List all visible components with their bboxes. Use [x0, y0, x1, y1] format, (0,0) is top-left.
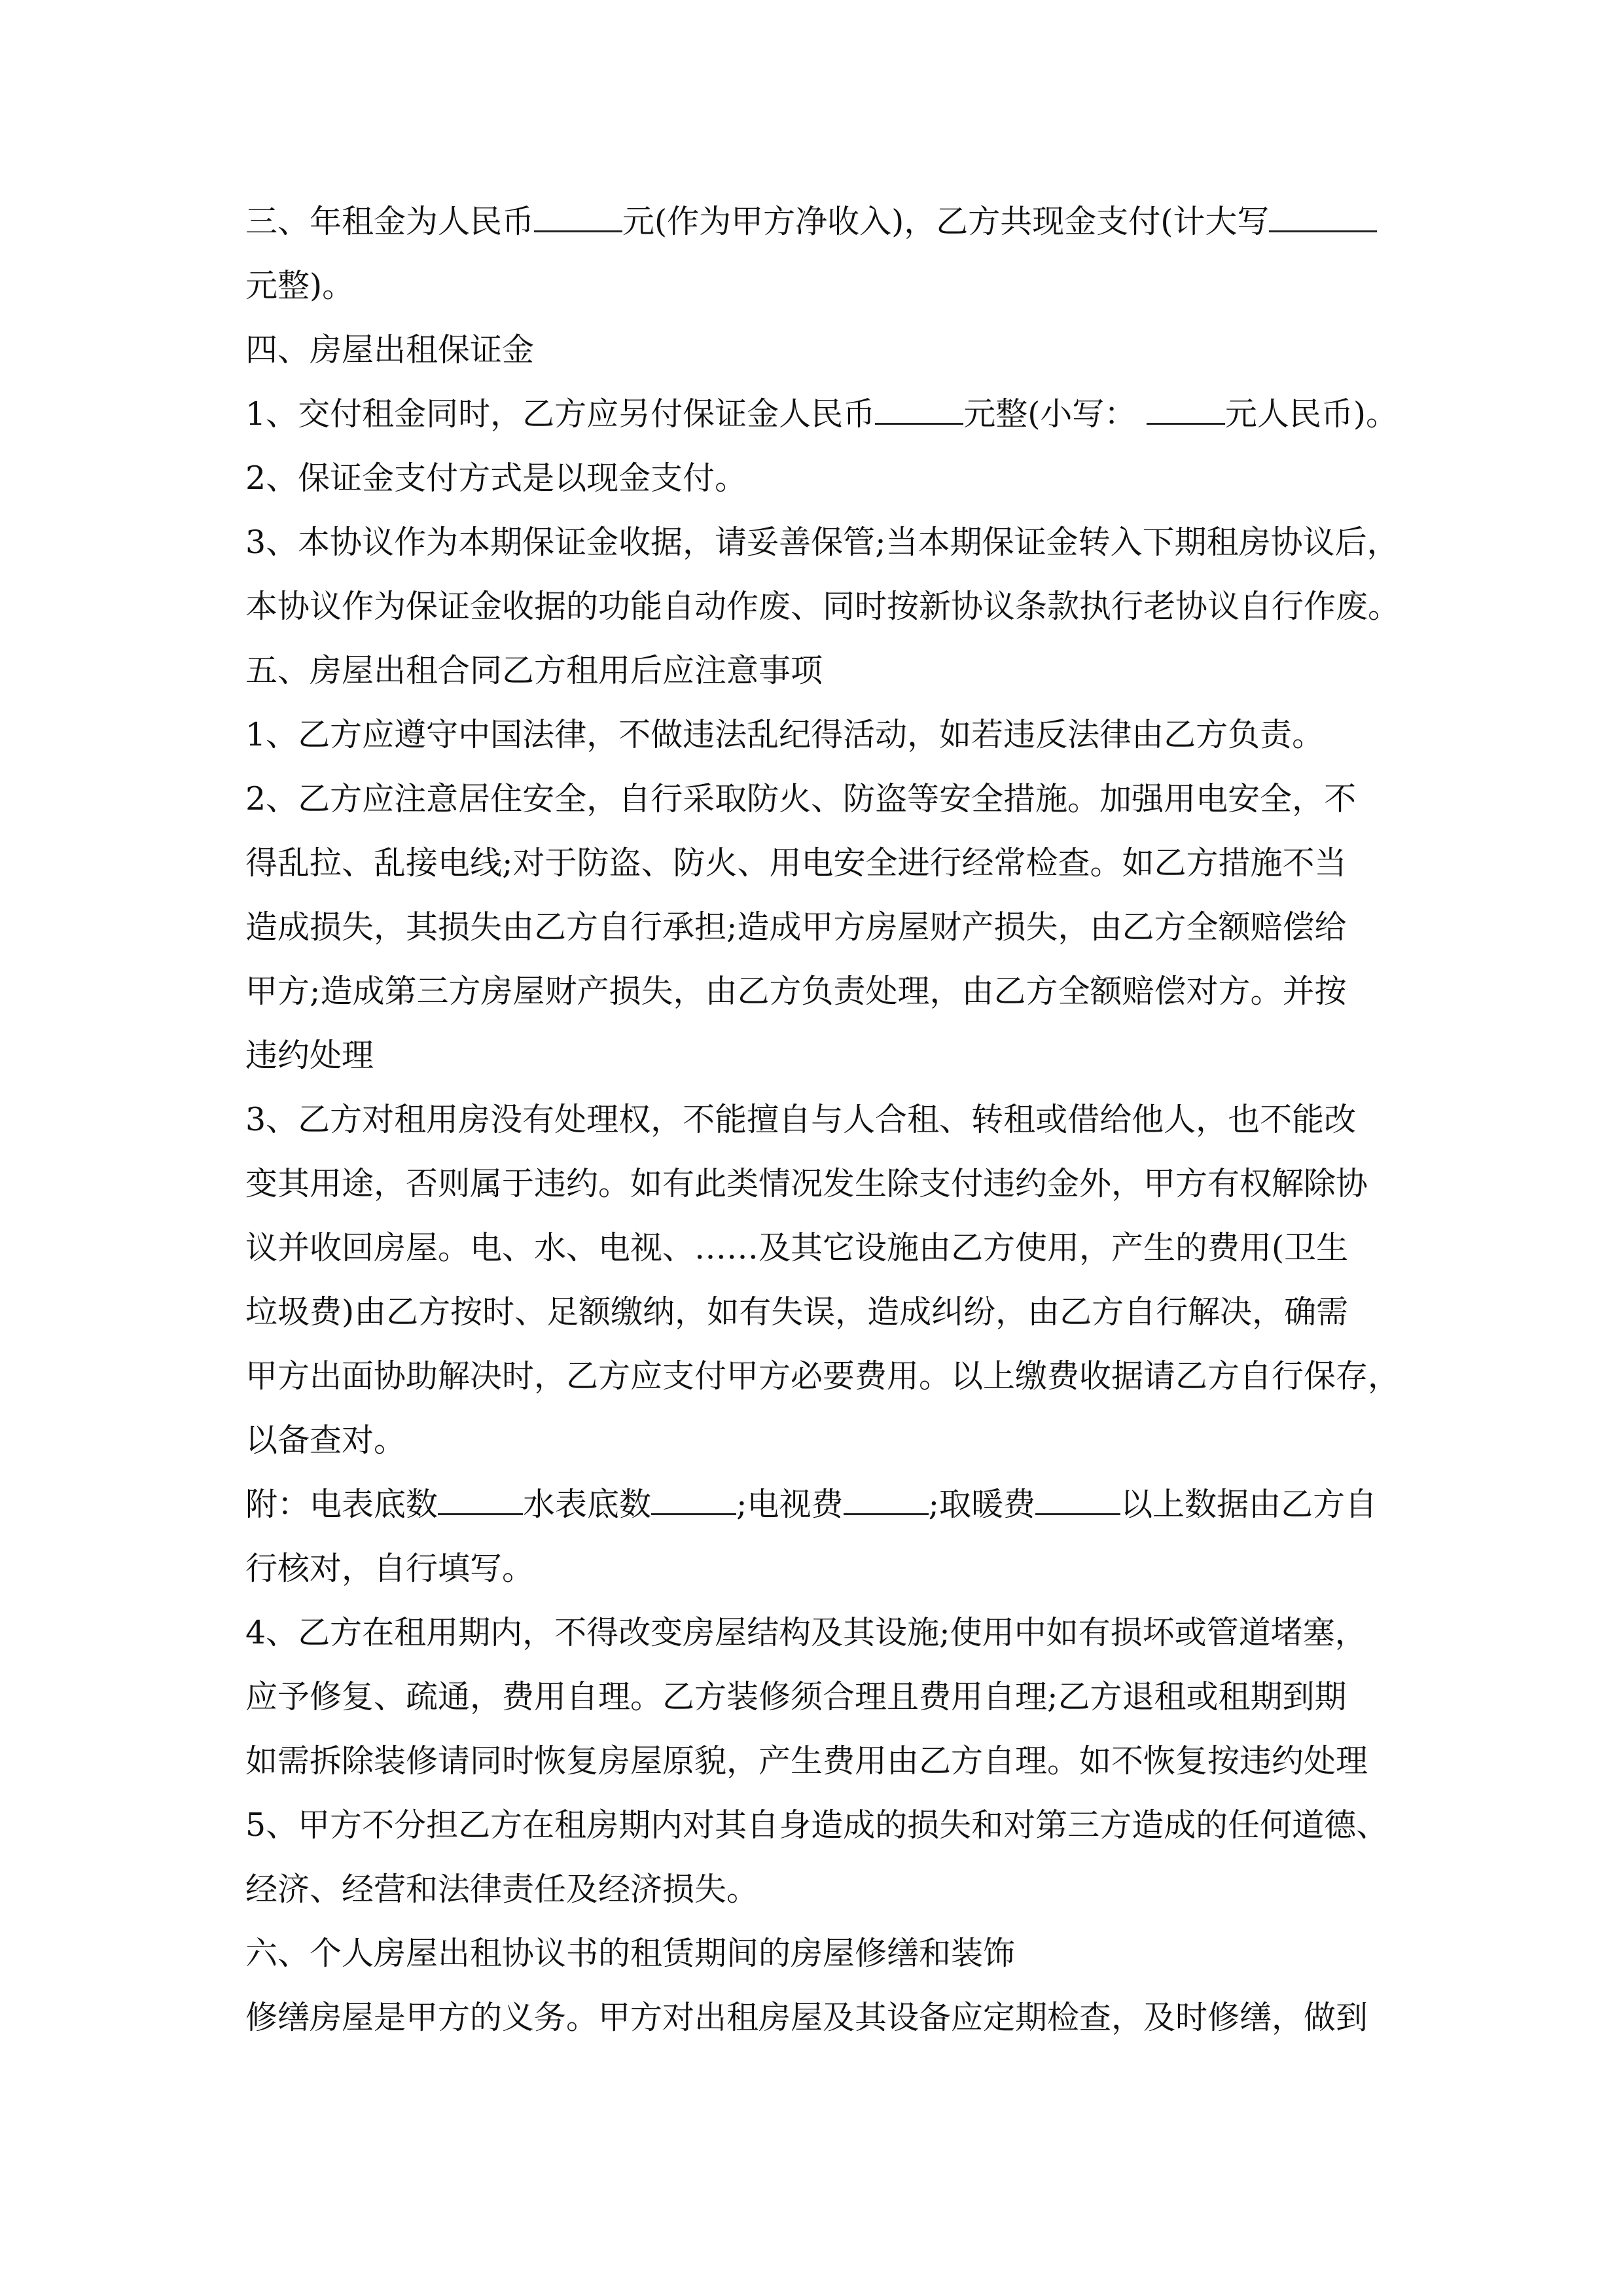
paragraph-line: 得乱拉、乱接电线;对于防盗、防火、用电安全进行经常检查。如乙方措施不当 — [245, 844, 1347, 882]
paragraph-line: 3、乙方对租用房没有处理权，不能擅自与人合租、转租或借给他人，也不能改 — [245, 1101, 1357, 1138]
heating-fee-blank — [1035, 1486, 1120, 1515]
paragraph-line: 2、乙方应注意居住安全，自行采取防火、防盗等安全措施。加强用电安全，不 — [245, 780, 1357, 817]
meter-readings-line: 附：电表底数 水表底数 ;电视费 ;取暖费 以上数据由乙方自 — [245, 1486, 1378, 1523]
clause-4-1-deposit: 1、交付租金同时，乙方应另付保证金人民币 元整(小写： 元人民币)。 — [245, 395, 1399, 433]
tv-fee-blank — [844, 1486, 929, 1515]
paragraph-line: 3、本协议作为本期保证金收据，请妥善保管;当本期保证金转入下期租房协议后， — [245, 524, 1399, 561]
section-heading-4: 四、房屋出租保证金 — [245, 331, 535, 368]
electric-meter-blank — [438, 1486, 523, 1515]
paragraph-line: 变其用途，否则属于违约。如有此类情况发生除支付违约金外，甲方有权解除协 — [245, 1165, 1368, 1202]
paragraph-line: 本协议作为保证金收据的功能自动作废、同时按新协议条款执行老协议自行作废。 — [245, 588, 1400, 625]
document-body — [245, 190, 1400, 2050]
section-heading-6: 六、个人房屋出租协议书的租赁期间的房屋修缮和装饰 — [245, 1935, 1016, 1972]
paragraph-line: 行核对，自行填写。 — [245, 1550, 535, 1587]
paragraph-line: 1、乙方应遵守中国法律，不做违法乱纪得活动，如若违反法律由乙方负责。 — [245, 716, 1325, 753]
paragraph-line: 经济、经营和法律责任及经济损失。 — [245, 1871, 759, 1908]
paragraph-line: 元整)。 — [245, 267, 355, 304]
paragraph-line: 5、甲方不分担乙方在租房期内对其自身造成的损失和对第三方造成的任何道德、 — [245, 1806, 1389, 1844]
paragraph-line: 造成损失，其损失由乙方自行承担;造成甲方房屋财产损失，由乙方全额赔偿给 — [245, 908, 1347, 946]
rent-uppercase-blank — [1269, 203, 1377, 232]
paragraph-line: 垃圾费)由乙方按时、足额缴纳，如有失误，造成纠纷，由乙方自行解决，确需 — [245, 1293, 1349, 1331]
paragraph-line: 以备查对。 — [245, 1422, 406, 1459]
paragraph-line: 2、保证金支付方式是以现金支付。 — [245, 459, 747, 497]
paragraph-line: 如需拆除装修请同时恢复房屋原貌，产生费用由乙方自理。如不恢复按违约处理 — [245, 1742, 1368, 1780]
paragraph-line: 甲方出面协助解决时，乙方应支付甲方必要费用。以上缴费收据请乙方自行保存， — [245, 1357, 1400, 1395]
water-meter-blank — [651, 1486, 736, 1515]
paragraph-line: 违约处理 — [245, 1037, 374, 1074]
annual-rent-blank — [534, 203, 622, 232]
deposit-amount-blank — [875, 395, 963, 425]
paragraph-line: 应予修复、疏通，费用自理。乙方装修须合理且费用自理;乙方退租或租期到期 — [245, 1678, 1347, 1715]
clause-3-annual-rent: 三、年租金为人民币 元(作为甲方净收入)，乙方共现金支付(计大写 — [245, 190, 1387, 254]
paragraph-line: 修缮房屋是甲方的义务。甲方对出租房屋及其设备应定期检查，及时修缮，做到 — [245, 1999, 1368, 2036]
paragraph-line: 4、乙方在租用期内，不得改变房屋结构及其设施;使用中如有损坏或管道堵塞， — [245, 1614, 1367, 1651]
section-heading-5: 五、房屋出租合同乙方租用后应注意事项 — [245, 652, 823, 689]
paragraph-line: 议并收回房屋。电、水、电视、……及其它设施由乙方使用，产生的费用(卫生 — [245, 1229, 1349, 1266]
deposit-lowercase-blank — [1147, 395, 1225, 425]
paragraph-line: 甲方;造成第三方房屋财产损失，由乙方负责处理，由乙方全额赔偿对方。并按 — [245, 973, 1347, 1010]
